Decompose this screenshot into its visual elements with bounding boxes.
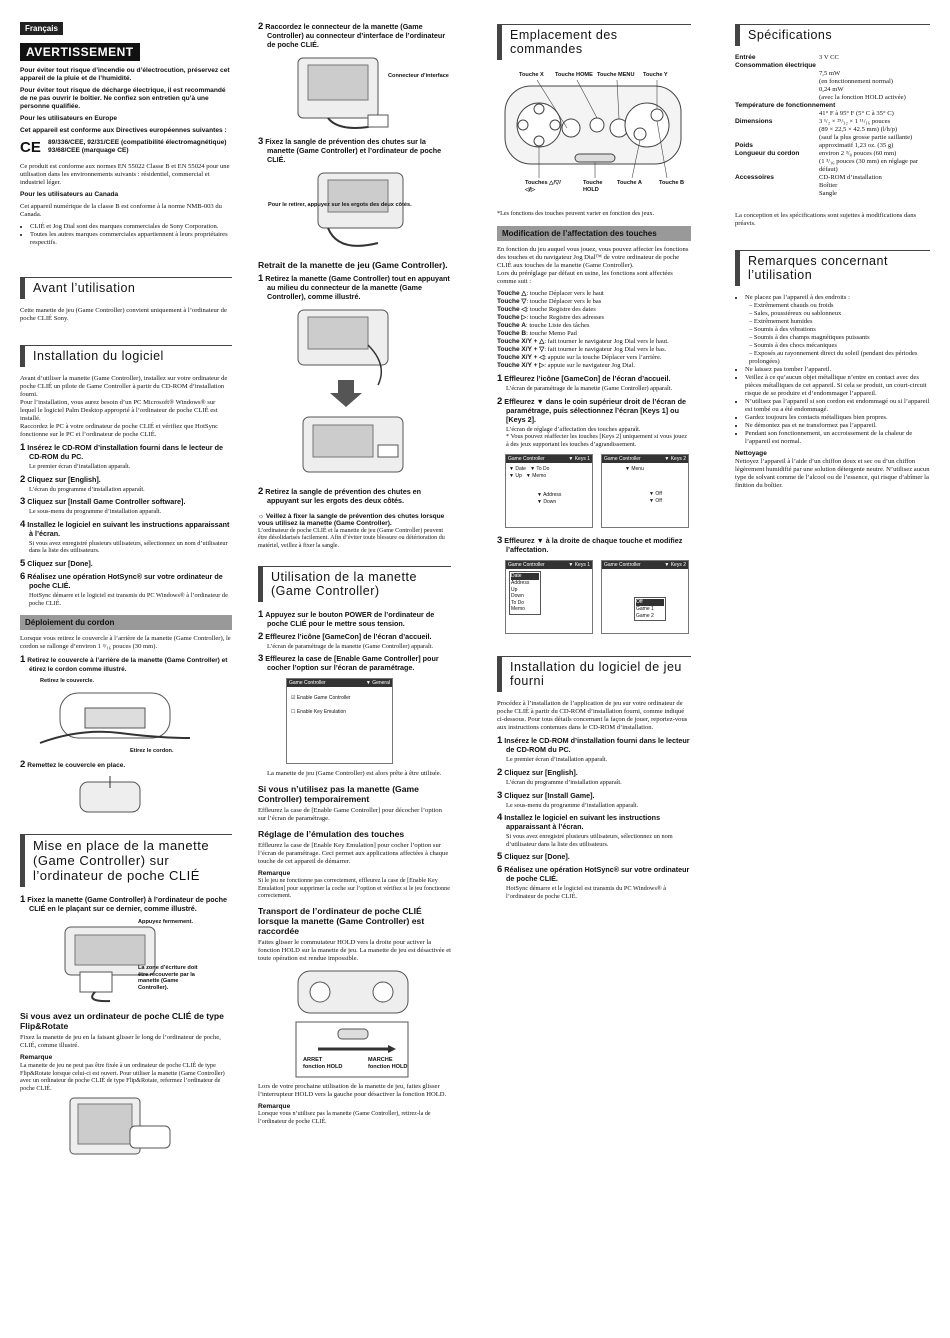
step-detail: L’écran du programme d’installation apparaît. xyxy=(506,778,622,786)
attach-drawing-icon xyxy=(20,917,220,1005)
cord-step-2: 2 Remettez le couvercle en place. xyxy=(20,759,126,771)
notuse-heading: Si vous n’utilisez pas la manette (Game Controller) temporairement xyxy=(258,784,419,805)
retrait-step-2: 2 Retirez la sangle de prévention des chutes en appuyant sur les ergots des deux côtés. xyxy=(258,486,422,505)
controls-note: *Les fonctions des touches peuvent varier en fonction des jeux. xyxy=(497,210,655,217)
connect-step-2: 2 Raccordez le connecteur de la manette (Game Controller) au connecteur d’interface de l’ordinateur de poche CLIÉ. xyxy=(258,21,446,49)
cord-step-1: 1 Retirez le couvercle à l’arrière de la manette (Game Controller) et étirez le cordon comme illustré. xyxy=(20,654,228,674)
step: 2 Effleurez l’icône [GameCon] de l’écran d’accueil. xyxy=(258,630,432,642)
list-item: Touche ▽: touche Déplacer vers le bas xyxy=(497,298,602,305)
step-detail: Si vous avez enregistré plusieurs utilisateurs, sélectionnez un nom d’utilisateur dans la liste des utilisateurs. xyxy=(29,539,228,555)
list-item: • Veillez à ce qu’aucun objet métallique n’entre en contact avec des pièces métalliques de cet appareil. Si cela se produit, un court-circuit risque de se produire et d’endommager l’appareil. xyxy=(745,374,930,398)
keys1-list-screen: Game Controller ▼ Keys 1 Date Address Up Down To Do Memo xyxy=(505,560,593,634)
keys-dropdown[interactable]: ▼ Keys 2 xyxy=(664,456,686,463)
column-3 xyxy=(497,18,691,904)
table-row: Dimensions 3 ¹/₂ × ²⁹/₃₂ × 1 ¹¹/₁₆ pouces (89 × 22,5 × 42.5 mm) (l/h/p) (sauf la plus grosse partie saillante) xyxy=(735,118,913,141)
emulation-remark-label: Remarque xyxy=(258,870,291,878)
emulation-text: Effleurez la case de [Enable Key Emulation] pour cocher l’option sur l’écran de paramétrage. Ceci permet aux applications affectées à chaque touche de cet appareil de démarrer. xyxy=(258,842,449,866)
list-item: • Ne démontez pas et ne transformez pas l’appareil. xyxy=(745,422,930,430)
cord-text: Lorsque vous retirez le couvercle à l’arrière de la manette (Game Controller), le cordon se rallonge d’environ 1 ³/₁₆ pouces (30 mm). xyxy=(20,635,231,651)
list-item: • Ne placez pas l’appareil à des endroits : – Extrêmement chauds ou froids – Sales, poussiéreux ou sablonneux – Extrêmement humides – Soumis à des vibrations – Soumis à des champs magnétiques puissants – Soumis à des chocs mécaniques – Exposés au rayonnement direct du soleil (pendant des périodes prolongées) xyxy=(745,294,930,366)
column-1 xyxy=(20,18,232,1160)
install-steps xyxy=(20,443,232,607)
flip-illustration xyxy=(20,1096,232,1156)
jeu-steps xyxy=(497,736,691,900)
section-title-emplacement: Emplacement des commandes xyxy=(497,24,691,60)
table-row: Température de fonctionnement xyxy=(735,102,836,109)
list-item: – Sales, poussiéreux ou sablonneux xyxy=(749,310,842,317)
table-row: 7,5 mW (en fonctionnement normal) 0,24 mW (avec la fonction HOLD activée) xyxy=(819,70,906,101)
keys-screens-2 xyxy=(505,560,691,634)
mise-step-1: 1 Fixez la manette (Game Controller) à l’ordinateur de poche CLIÉ en le plaçant sur ce dernier, comme illustré. xyxy=(20,894,227,914)
modif-step-2-detail: L’écran de réglage d’affectation des touches apparaît. * Vous pouvez réaffecter les touches [Keys 2] uniquement si vous jouez à des jeux supportant les touches d’agrandissement. xyxy=(506,425,687,448)
connector-drawing-icon xyxy=(258,53,448,133)
step: 2 Cliquez sur [English]. xyxy=(497,766,578,778)
section-title-jeu: Installation du logiciel de jeu fourni xyxy=(497,656,691,692)
avant-text: Cette manette de jeu (Game Controller) convient uniquement à l’ordinateur de poche CLIÉ Sony. xyxy=(20,307,227,322)
modif-step-1: 1 Effleurez l’icône [GameCon] de l’écran d’accueil. xyxy=(497,373,671,384)
flip-heading: Si vous avez un ordinateur de poche CLIÉ de type Flip&Rotate xyxy=(20,1011,224,1032)
section-title-specifications: Spécifications xyxy=(735,24,930,46)
step: 3 Cliquez sur [Install Game]. xyxy=(497,789,595,801)
cleaning-heading: Nettoyage xyxy=(735,450,767,457)
label-y: Touche Y xyxy=(643,72,668,78)
assignment-list xyxy=(497,290,691,370)
keys-dropdown[interactable]: ▼ Keys 1 xyxy=(568,456,590,463)
strap-step-3: 3 Fixez la sangle de prévention des chutes sur la manette (Game Controller) et l’ordinateur de poche CLIÉ. xyxy=(258,136,442,164)
settings-screen xyxy=(286,678,393,764)
cord-drawing-icon xyxy=(20,678,200,756)
cord-illustration xyxy=(20,678,232,756)
step: 6 Réalisez une opération HotSync® sur votre ordinateur de poche CLIÉ. xyxy=(497,864,690,884)
step: 5 Cliquez sur [Done]. xyxy=(497,851,570,863)
modif-step-1-detail: L’écran de paramétrage de la manette (Game Controller) apparaît. xyxy=(506,385,673,392)
hold-on-label: MARCHE fonction HOLD xyxy=(368,1057,408,1070)
assign-dropdown-list[interactable]: Off Game 1 Game 2 xyxy=(634,597,666,621)
tip-icon: ☼ xyxy=(258,513,266,520)
modif-step-2: 2 Effleurez ▼ dans le coin supérieur droit de l’écran de paramétrage, puis sélectionnez l’écran [Keys 1] ou [Keys 2]. xyxy=(497,395,686,424)
table-row: Poids approximatif 1,23 oz. (35 g) xyxy=(735,142,894,149)
controls-diagram xyxy=(497,68,691,206)
list-item: Touche B: touche Memo Pad xyxy=(497,330,577,337)
retrait-step-1: 1 Retirez la manette (Game Controller) tout en appuyant au milieu du connecteur de la manette (Game Controller), comme illustré. xyxy=(258,273,450,301)
transport-heading: Transport de l’ordinateur de poche CLIÉ lorsque la manette (Game Controller) est raccordée xyxy=(258,906,425,937)
column-2 xyxy=(258,18,451,1130)
label-b: Touche B xyxy=(659,180,685,186)
places-sublist xyxy=(745,302,930,366)
flip-remark: La manette de jeu ne peut pas être fixée à un ordinateur de poche CLIÉ de type Flip&Rotate lorsque celui-ci est ouvert. Pour utiliser la manette (Game Controller) avec un ordinateur de poche CLIÉ de type Flip&Rotate, refermez l’ordinateur de poche CLIÉ. xyxy=(20,1062,225,1092)
emulation-remark: Si le jeu ne fonctionne pas correctement, effleurez la case de [Enable Key Emulation] pour supprimer la coche sur l’option et vérifiez si le jeu fonctionne correctement. xyxy=(258,878,450,900)
label-a: Touche A xyxy=(617,180,642,186)
cover-drawing-icon xyxy=(20,774,200,820)
step: 3 Cliquez sur [Install Game Controller software]. xyxy=(20,496,186,508)
step: 4 Installez le logiciel en suivant les instructions apparaissant à l’écran. xyxy=(20,518,230,538)
keys2-list-screen: Game Controller ▼ Keys 2 Off Game 1 Game 2 xyxy=(601,560,689,634)
label-menu: Touche MENU xyxy=(597,72,635,78)
ce-mark-icon: CE xyxy=(20,139,41,156)
language-badge: Français xyxy=(20,22,63,35)
norm-text: Ce produit est conforme aux normes EN 55022 Classe B et EN 55024 pour une utilisation dans les environnements suivants : résidentiel, commercial et industriel léger. xyxy=(20,163,230,186)
hold-switch-drawing-icon xyxy=(258,967,448,1079)
list-item: Touche ▷: touche Registre des adresses xyxy=(497,314,605,321)
column-4 xyxy=(735,18,930,494)
step: 5 Cliquez sur [Done]. xyxy=(20,557,93,569)
list-item: • Gardez toujours les contacts métalliques bien propres. xyxy=(745,414,930,422)
list-item: Touche X/Y + ◁: appuie sur la touche Déplacer vers l’arrière. xyxy=(497,354,662,361)
step-detail: Le premier écran d’installation apparaît. xyxy=(506,756,608,764)
section-title-utilisation: Utilisation de la manette (Game Controller) xyxy=(258,566,451,602)
section-title-mise: Mise en place de la manette (Game Controller) sur l’ordinateur de poche CLIÉ xyxy=(20,834,232,887)
subsection-modif: Modification de l’affectation des touches xyxy=(497,226,691,241)
step-detail: Si vous avez enregistré plusieurs utilisateurs, sélectionnez un nom d’utilisateur dans la liste des utilisateurs. xyxy=(506,833,673,848)
section-title-remarques: Remarques concernant l’utilisation xyxy=(735,250,930,286)
screen-title: Game Controller xyxy=(289,680,326,687)
connector-illustration xyxy=(258,53,451,133)
strap-caption: Pour le retirer, appuyez sur les ergots des deux côtés. xyxy=(268,202,412,208)
europe-heading: Pour les utilisateurs en Europe xyxy=(20,115,118,122)
section-title-avant: Avant l’utilisation xyxy=(20,277,232,299)
step: 2 Cliquez sur [English]. xyxy=(20,473,101,485)
attach-caption-1: Appuyez fermement. xyxy=(138,919,194,926)
emulation-heading: Réglage de l’émulation des touches xyxy=(258,829,405,840)
list-item: Touche △: touche Déplacer vers le haut xyxy=(497,290,604,297)
notuse-text: Effleurez la case de [Enable Game Controller] pour décocher l’option sur l’écran de paramétrage. xyxy=(258,807,442,823)
list-item: • CLIÉ et Jog Dial sont des marques commerciales de Sony Corporation. xyxy=(30,223,232,231)
next-use-text: Lors de votre prochaine utilisation de la manette de jeu, faites glisser l’interrupteur HOLD vers la gauche pour désactiver la fonction HOLD. xyxy=(258,1083,447,1099)
label-hold: Touche HOLD xyxy=(583,180,603,193)
ready-text: La manette de jeu (Game Controller) est alors prête à être utilisée. xyxy=(267,770,442,778)
attach-caption-2: La zone d’écriture doit être recouverte par la manette (Game Controller). xyxy=(138,965,198,991)
step: 6 Réalisez une opération HotSync® sur votre ordinateur de poche CLIÉ. xyxy=(20,570,223,590)
keys-screens-1 xyxy=(505,454,691,528)
step-detail: HotSync démarre et le logiciel est transmis du PC Windows® à l’ordinateur de poche CLIÉ. xyxy=(506,885,667,900)
label-home: Touche HOME xyxy=(555,72,593,78)
step-detail: HotSync démarre et le logiciel est transmis du PC Windows® à l’ordinateur de poche CLIÉ. xyxy=(29,591,228,607)
keys2-screen: Game Controller ▼ Keys 2 ▼ Menu ▼ Off ▼ Off xyxy=(601,454,689,528)
step-detail: Le sous-menu du programme d’installation apparaît. xyxy=(29,508,162,516)
list-item: • Pendant son fonctionnement, un accroissement de la chaleur de l’appareil est normal. xyxy=(745,430,930,446)
canada-text: Cet appareil numérique de la classe B est conforme à la norme NMB-003 du Canada. xyxy=(20,203,222,218)
cover-illustration xyxy=(20,774,232,820)
cord-caption-1: Retirez le couvercle. xyxy=(40,678,95,685)
enable-emulation-checkbox[interactable]: ☐ Enable Key Emulation xyxy=(291,709,347,716)
keys1-screen: Game Controller ▼ Keys 1 ▼ Date ▼ To Do ▼ Up ▼ Memo ▼ Address ▼ Down xyxy=(505,454,593,528)
strap-illustration xyxy=(258,168,451,254)
last-remark-label: Remarque xyxy=(258,1103,291,1111)
screen-menu-dropdown[interactable]: ▼ General xyxy=(365,680,390,687)
transport-text: Faites glisser le commutateur HOLD vers la droite pour activer la fonction HOLD sur la manette de jeu. La manette de jeu est désactivée et toute opération est rendue impossible. xyxy=(258,939,451,963)
subsection-cord: Déploiement du cordon xyxy=(20,615,232,630)
attach-illustration xyxy=(20,917,232,1005)
modif-step-3: 3 Effleurez ▼ à la droite de chaque touche et modifiez l’affectation. xyxy=(497,535,683,555)
list-item: Touche A: touche Liste des tâches xyxy=(497,322,590,329)
last-remark: Lorsque vous n’utilisez pas la manette (Game Controller), retirez-la de l’ordinateur de poche CLIÉ. xyxy=(258,1111,431,1125)
table-row: Consommation électrique xyxy=(735,62,816,69)
tip-heading: ☼ Veillez à fixer la sangle de prévention des chutes lorsque vous utilisez la manette (Game Controller). xyxy=(258,513,445,527)
strap-drawing-icon xyxy=(258,168,448,254)
step: 1 Insérez le CD-ROM d’installation fourni dans le lecteur de CD-ROM du PC. xyxy=(497,735,690,755)
table-row: Accessoires CD-ROM d’installation Boîtier Sangle xyxy=(735,174,882,197)
list-item: – Extrêmement humides xyxy=(749,318,813,325)
list-item: – Exposés au rayonnement direct du soleil (pendant des périodes prolongées) xyxy=(749,350,918,365)
assign-dropdown-list[interactable]: Date Address Up Down To Do Memo xyxy=(509,571,541,615)
install-text: Avant d’utiliser la manette (Game Controller), installez sur votre ordinateur de poche CLIÉ un pilote de Game Controller à partir du CD-ROM d’installation fourni. Pour l’installation, vous aurez besoin d’un PC Microsoft® Windows® sur lequel le logiciel Palm Desktop approprié à l’ordinateur de poche CLIÉ est installé. Raccordez le PC à votre ordinateur de poche CLIÉ et vérifiez que HotSync fonctionne sur le PC et l’ordinateur de poche CLIÉ. xyxy=(20,375,228,438)
list-item: Touche X/Y + △: fait tourner le navigateur Jog Dial vers le haut. xyxy=(497,338,669,345)
list-item: – Soumis à des chocs mécaniques xyxy=(749,342,837,349)
step: 4 Installez le logiciel en suivant les instructions apparaissant à l’écran. xyxy=(497,812,661,832)
table-row: 41° F à 95° F (5° C à 35° C) xyxy=(819,110,894,117)
jeu-text: Procédez à l’installation de l’application de jeu sur votre ordinateur de poche CLIÉ à partir du CD-ROM d’installation fourni, comme indiqué ci-dessous. Pour tous détails concernant la façon de jouer, reportez-vous aux instructions contenues dans le CD-ROM d’installation. xyxy=(497,700,688,732)
step: 3 Effleurez la case de [Enable Game Controller] pour cocher l’option sur l’écran de paramétrage. xyxy=(258,653,439,673)
section-title-installation: Installation du logiciel xyxy=(20,345,232,367)
step-detail: L’écran de paramétrage de la manette (Game Controller) apparaît. xyxy=(267,642,434,650)
warning-title: AVERTISSEMENT xyxy=(20,43,140,61)
connector-caption: Connecteur d’interface xyxy=(388,73,449,79)
step-detail: L’écran du programme d’installation apparaît. xyxy=(29,485,145,493)
list-item: – Extrêmement chauds ou froids xyxy=(749,302,834,309)
retrait-heading: Retrait de la manette de jeu (Game Controller). xyxy=(258,260,448,270)
list-item: Touche X/Y + ▷: appuie sur le navigateur Jog Dial. xyxy=(497,362,635,369)
remarks-list xyxy=(735,294,930,446)
flip-text: Fixez la manette de jeu en la faisant glisser le long de l’ordinateur de poche, CLIÉ, comme illustré. xyxy=(20,1034,221,1050)
canada-heading: Pour les utilisateurs au Canada xyxy=(20,191,119,198)
flip-remark-label: Remarque xyxy=(20,1054,53,1062)
cleaning-text: Nettoyez l’appareil à l’aide d’un chiffon doux et sec ou d’un chiffon légèrement humidifié par une solution détergente neutre. N’utilisez aucun type de solvant comme de l’alcool ou de l’essence, qui risque d’abîmer la finition du boîtier. xyxy=(735,458,930,489)
warning-text-1: Pour éviter tout risque d’incendie ou d’électrocution, préservez cet appareil de la pluie et de l’humidité. xyxy=(20,67,230,82)
spec-note: La conception et les spécifications sont sujettes à modifications dans préavis. xyxy=(735,212,917,227)
ce-block xyxy=(20,139,232,159)
removal-illustration xyxy=(258,305,451,483)
ce-directives: 89/336/CEE, 92/31/CEE (compatibilité électromagnétique) 93/68/CEE (marquage CE) xyxy=(48,139,227,154)
modif-text: En fonction du jeu auquel vous jouez, vous pouvez affecter les fonctions des touches et du navigateur Jog Dial™ de votre ordinateur de poche CLIÉ aux touches de la manette (Game Controller). Lors du préréglage par défaut en usine, les fonctions sont affectées comme suit : xyxy=(497,246,689,285)
step-detail: Le sous-menu du programme d’installation apparaît. xyxy=(506,801,639,809)
cord-caption-2: Etirez le cordon. xyxy=(130,748,174,755)
list-item: • Toutes les autres marques commerciales appartiennent à leurs propriétaires respectifs. xyxy=(30,231,232,247)
table-row: Longueur du cordon environ 2 ³/₈ pouces (60 mm) (1 ³/₁₆ pouces (30 mm) en réglage par défaut) xyxy=(735,150,919,173)
enable-controller-checkbox[interactable]: ☑ Enable Game Controller xyxy=(291,695,351,702)
step: 1 Appuyez sur le bouton POWER de l’ordinateur de poche CLIÉ pour le mettre sous tension. xyxy=(258,608,435,628)
spec-table xyxy=(735,54,930,198)
list-item: • Ne laissez pas tomber l’appareil. xyxy=(745,366,930,374)
trademark-list xyxy=(20,223,232,247)
table-row: Entrée 3 V CC xyxy=(735,54,839,61)
step: 1 Insérez le CD-ROM d’installation fourni dans le lecteur de CD-ROM du PC. xyxy=(20,442,223,461)
list-item: – Soumis à des vibrations xyxy=(749,326,816,333)
tip-text: L’ordinateur de poche CLIÉ et la manette de jeu (Game Controller) peuvent être désolidarisés facilement. Afin d’éviter toute blessure ou détérioration du matériel, veillez à fixer la sangle. xyxy=(258,528,445,549)
list-item: Touche X/Y + ▽: fait tourner le navigateur Jog Dial vers le bas. xyxy=(497,346,667,353)
label-directions: Touches △/▽/◁/▷ xyxy=(525,180,561,193)
europe-text: Cet appareil est conforme aux Directives européennes suivantes : xyxy=(20,127,227,134)
hold-off-label: ARRET fonction HOLD xyxy=(303,1057,343,1070)
label-x: Touche X xyxy=(519,72,544,78)
list-item: • N’utilisez pas l’appareil si son cordon est endommagé ou si l’appareil est tombé ou a été endommagé. xyxy=(745,398,930,414)
list-item: Touche ◁: touche Registre des dates xyxy=(497,306,596,313)
removal-drawing-icon xyxy=(258,305,448,483)
flip-drawing-icon xyxy=(20,1096,220,1156)
list-item: – Soumis à des champs magnétiques puissants xyxy=(749,334,870,341)
step-detail: Le premier écran d’installation apparaît. xyxy=(29,463,131,470)
hold-illustration xyxy=(258,967,451,1079)
warning-text-2: Pour éviter tout risque de décharge électrique, il est recommandé de ne pas ouvrir le boîtier. Ne confiez son entretien qu’à une personne qualifiée. xyxy=(20,87,226,110)
